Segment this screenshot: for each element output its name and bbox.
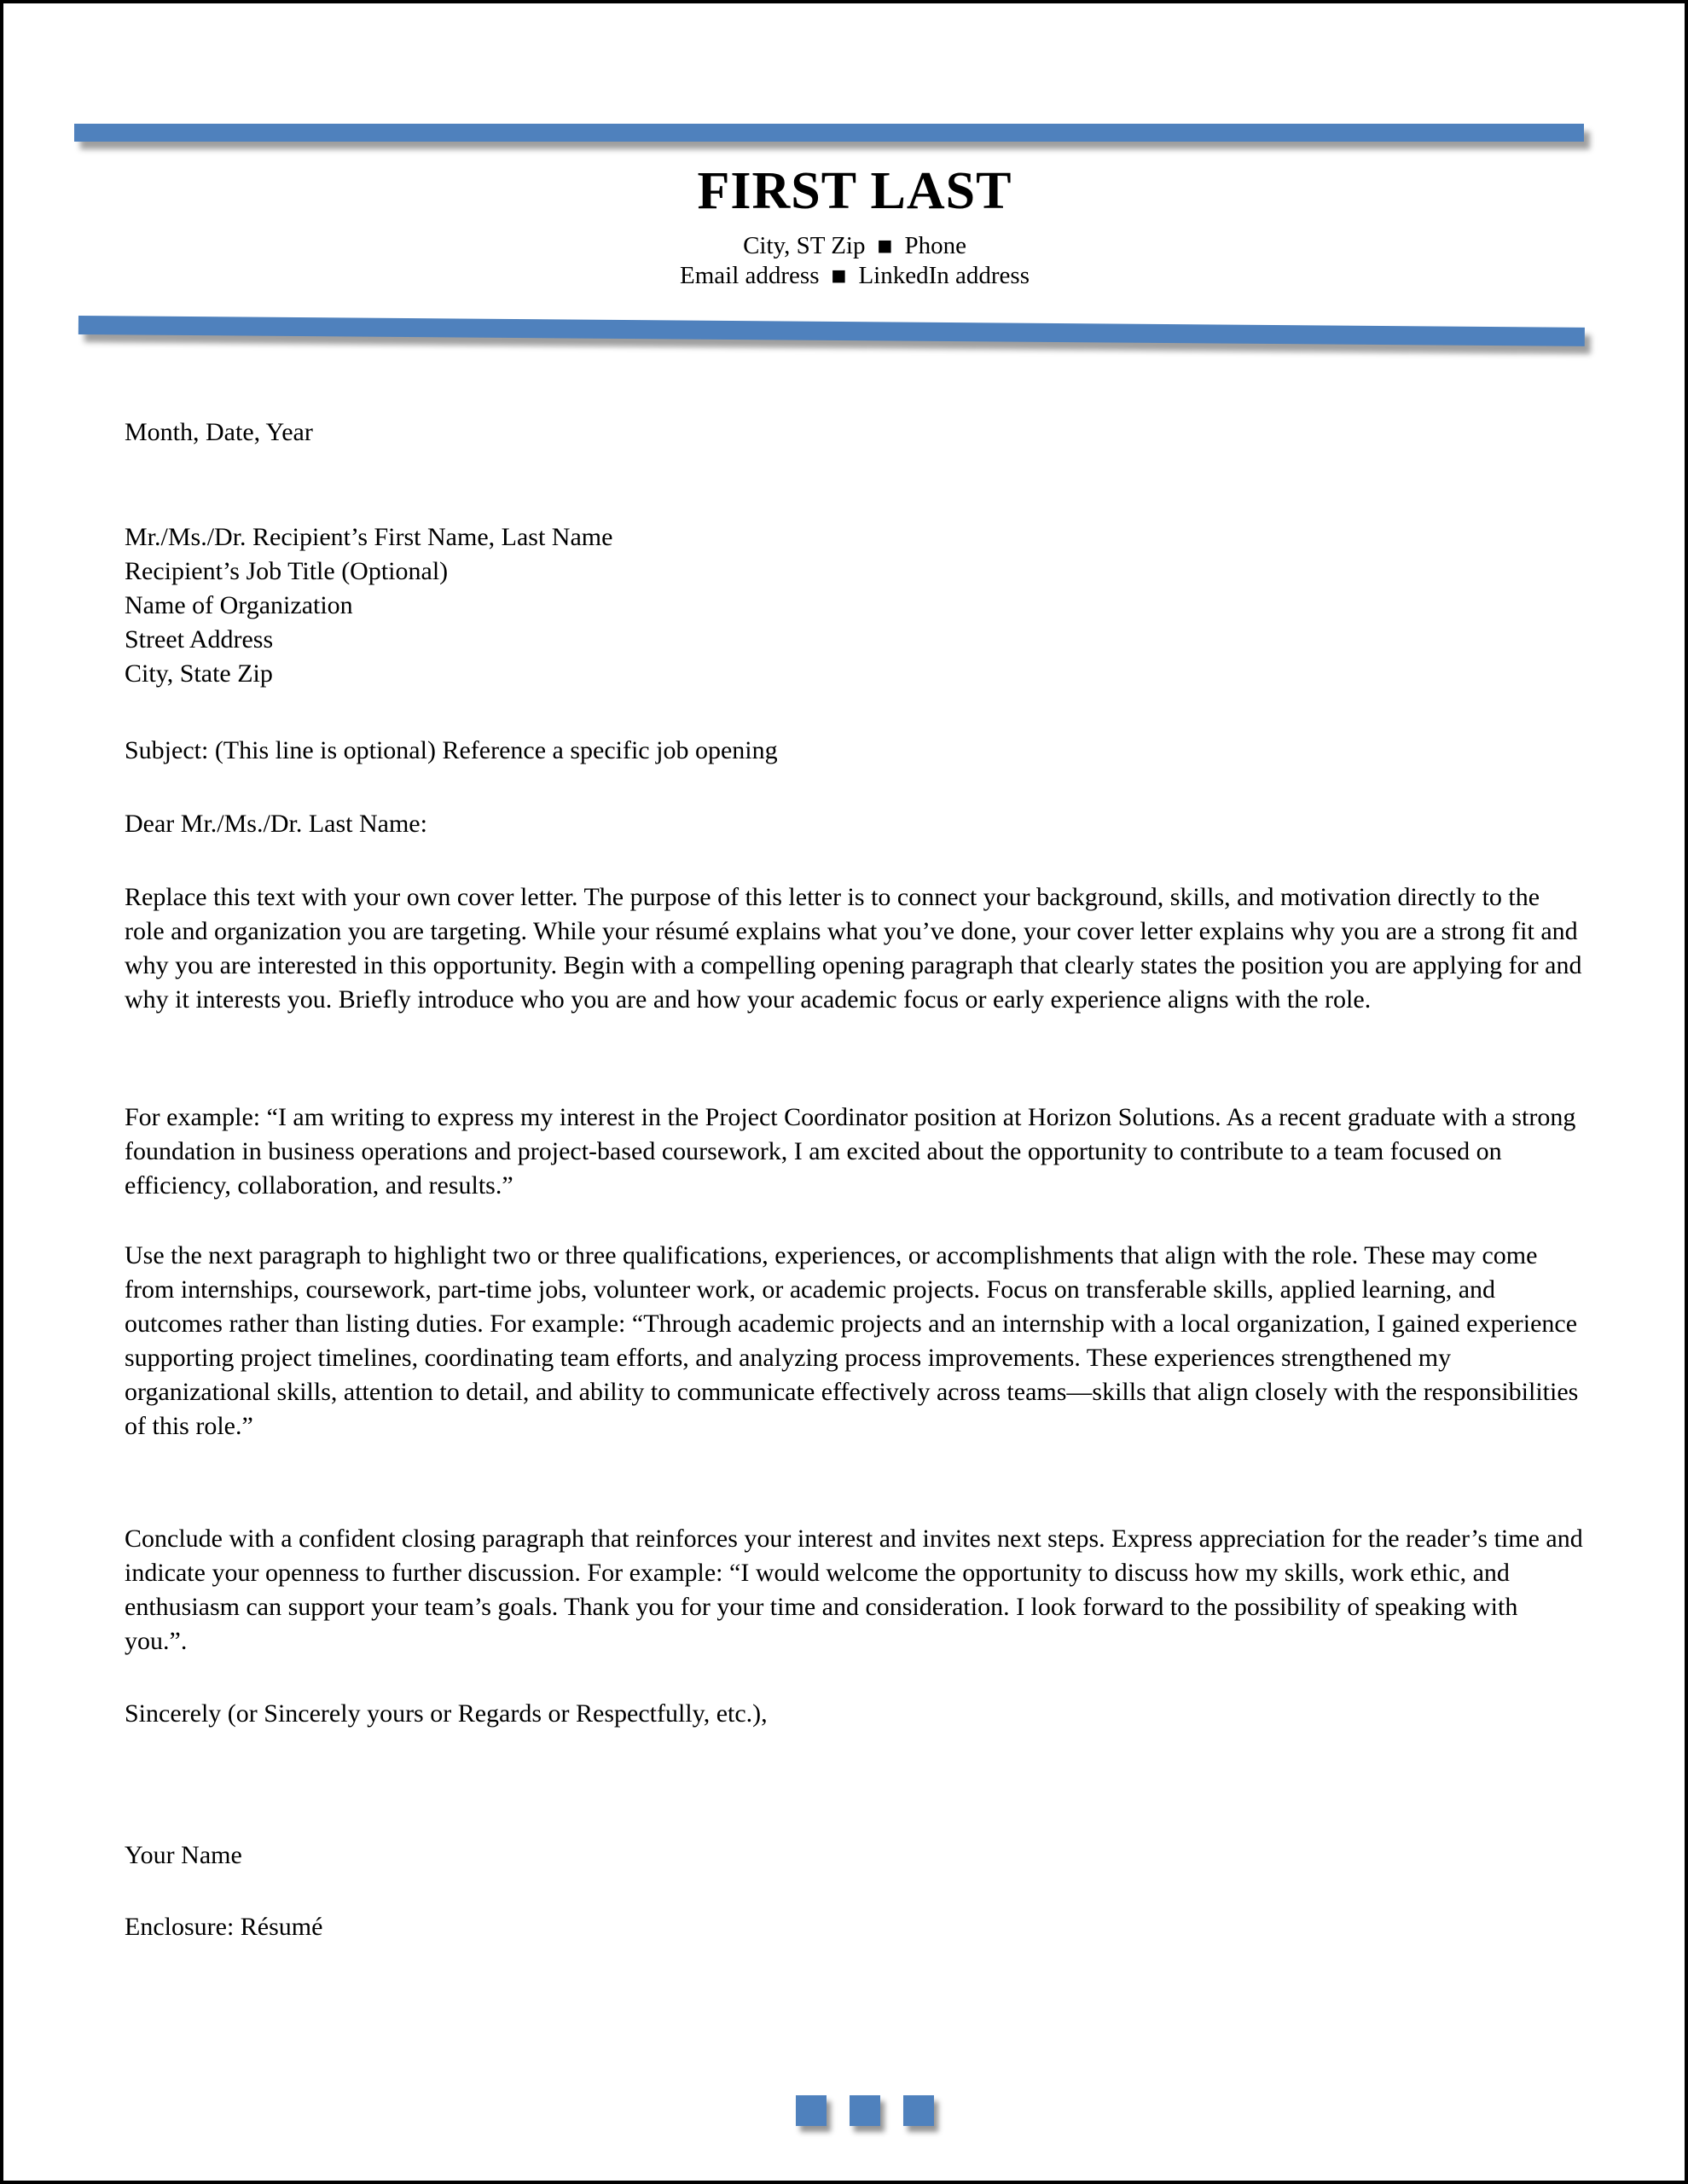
contact-line-1 [125, 231, 1585, 261]
recipient-street-line: Street Address [125, 625, 274, 653]
recipient-organization-line: Name of Organization [125, 591, 353, 619]
blue-square-icon [903, 2095, 934, 2126]
square-bullet-icon: ■ [877, 236, 893, 255]
body-paragraph: For example: “I am writing to express my interest in the Project Coordinator position at Horizon Solutions. As a recent graduate with a strong foundation in business operations and project-based coursework, I am excited about the opportunity to contribute to a team focused on efficiency, collaboration, and results.” [125, 1103, 1576, 1199]
salutation-line: Dear Mr./Ms./Dr. Last Name: [125, 810, 427, 838]
date-line: Month, Date, Year [125, 418, 313, 446]
square-bullet-icon: ■ [831, 266, 847, 285]
recipient-city-line: City, State Zip [125, 659, 273, 688]
header-top-bar [74, 124, 1584, 142]
signature-name: Your Name [125, 1841, 242, 1869]
subject-line: Subject: (This line is optional) Reference a specific job opening [125, 736, 778, 764]
contact-city-zip: City, ST Zip [743, 232, 866, 259]
page-title: FIRST LAST [697, 162, 1012, 220]
blue-square-icon [796, 2095, 827, 2126]
letterhead [125, 163, 1585, 291]
contact-line-2 [125, 261, 1585, 291]
contact-linkedin: LinkedIn address [858, 262, 1030, 289]
header-bottom-bar [78, 316, 1585, 346]
body-paragraph: Conclude with a confident closing paragraph that reinforces your interest and invites next steps. Express appreciation for the reader’s time and indicate your openness to further discussion. For example: “I would welcome the opportunity to discuss how my skills, work ethic, and enthusiasm can support your team’s goals. Thank you for your time and consideration. I look forward to the possibility of speaking with you.”. [125, 1525, 1583, 1655]
contact-phone: Phone [904, 232, 966, 259]
recipient-job-title-line: Recipient’s Job Title (Optional) [125, 557, 449, 585]
body-paragraph: Use the next paragraph to highlight two or three qualifications, experiences, or accomplishments that align with the role. These may come from internships, coursework, part-time jobs, volunteer work, or academic projects. Focus on transferable skills, applied learning, and outcomes rather than listing duties. For example: “Through academic projects and an internship with a local organization, I gained experience supporting project timelines, coordinating team efforts, and analyzing process improvements. These experiences strengthened my organizational skills, attention to detail, and ability to communicate effectively across teams—skills that align closely with the responsibilities of this role.” [125, 1241, 1579, 1440]
closing-line: Sincerely (or Sincerely yours or Regards or Respectfully, etc.), [125, 1699, 768, 1728]
enclosure-line: Enclosure: Résumé [125, 1913, 323, 1941]
footer-decoration [796, 2095, 934, 2126]
recipient-name-line: Mr./Ms./Dr. Recipient’s First Name, Last Name [125, 523, 613, 551]
recipient-address-block [125, 520, 1585, 691]
blue-square-icon [850, 2095, 880, 2126]
contact-email: Email address [680, 262, 820, 289]
body-paragraph: Replace this text with your own cover letter. The purpose of this letter is to connect your background, skills, and motivation directly to the role and organization you are targeting. While your résumé explains what you’ve done, your cover letter explains why you are a strong fit and why you are interested in this opportunity. Begin with a compelling opening paragraph that clearly states the position you are applying for and why it interests you. Briefly introduce who you are and how your academic focus or early experience aligns with the role. [125, 883, 1582, 1014]
